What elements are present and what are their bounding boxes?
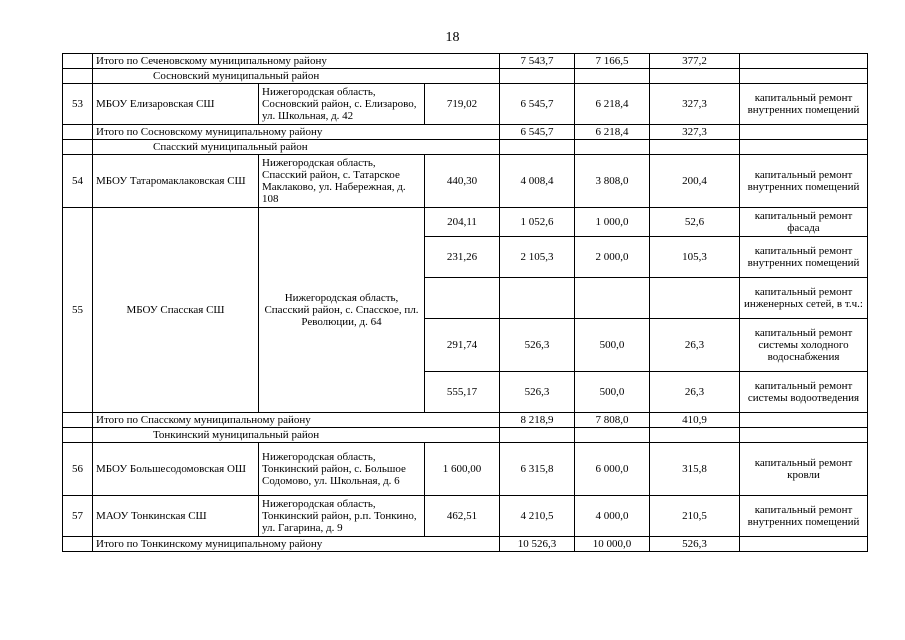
work-type: капитальный ремонт кровли bbox=[740, 443, 868, 496]
district-header-row bbox=[63, 69, 868, 84]
subtotal-label: Итого по Спасскому муниципальному району bbox=[93, 413, 500, 428]
table-row bbox=[63, 208, 868, 237]
subtotal-mun: 410,9 bbox=[650, 413, 740, 428]
total-value: 1 052,6 bbox=[500, 208, 575, 237]
mun-value: 200,4 bbox=[650, 155, 740, 208]
subtotal-mun: 377,2 bbox=[650, 54, 740, 69]
school-address: Нижегородская область, Спасский район, с. Татарское Маклаково, ул. Набережная, д. 108 bbox=[259, 155, 425, 208]
school-address: Нижегородская область, Сосновский район, с. Елизарово, ул. Школьная, д. 42 bbox=[259, 84, 425, 125]
area-value: 231,26 bbox=[425, 237, 500, 278]
subtotal-obl: 6 218,4 bbox=[575, 125, 650, 140]
total-value: 6 315,8 bbox=[500, 443, 575, 496]
school-name: МБОУ Спасская СШ bbox=[93, 208, 259, 413]
obl-value: 6 000,0 bbox=[575, 443, 650, 496]
row-number: 54 bbox=[63, 155, 93, 208]
subtotal-label: Итого по Сеченовскому муниципальному району bbox=[93, 54, 500, 69]
obl-value: 500,0 bbox=[575, 319, 650, 372]
area-value: 1 600,00 bbox=[425, 443, 500, 496]
area-value: 291,74 bbox=[425, 319, 500, 372]
work-type: капитальный ремонт внутренних помещений bbox=[740, 496, 868, 537]
table-row bbox=[63, 155, 868, 208]
subtotal-row-spassky bbox=[63, 413, 868, 428]
total-value: 4 008,4 bbox=[500, 155, 575, 208]
school-name: МБОУ Большесодомовская ОШ bbox=[93, 443, 259, 496]
school-address: Нижегородская область, Тонкинский район, р.п. Тонкино, ул. Гагарина, д. 9 bbox=[259, 496, 425, 537]
district-header: Сосновский муниципальный район bbox=[93, 69, 500, 84]
mun-value bbox=[650, 278, 740, 319]
school-name: МБОУ Татаромаклаковская СШ bbox=[93, 155, 259, 208]
work-type: капитальный ремонт внутренних помещений bbox=[740, 237, 868, 278]
subtotal-label: Итого по Тонкинскому муниципальному району bbox=[93, 537, 500, 552]
subtotal-obl: 7 808,0 bbox=[575, 413, 650, 428]
school-address: Нижегородская область, Спасский район, с. Спасское, пл. Революции, д. 64 bbox=[259, 208, 425, 413]
mun-value: 26,3 bbox=[650, 372, 740, 413]
mun-value: 210,5 bbox=[650, 496, 740, 537]
row-number: 56 bbox=[63, 443, 93, 496]
mun-value: 105,3 bbox=[650, 237, 740, 278]
area-value bbox=[425, 278, 500, 319]
subtotal-obl: 7 166,5 bbox=[575, 54, 650, 69]
area-value: 462,51 bbox=[425, 496, 500, 537]
area-value: 204,11 bbox=[425, 208, 500, 237]
page-number: 18 bbox=[445, 30, 460, 45]
work-type: капитальный ремонт системы водоотведения bbox=[740, 372, 868, 413]
total-value: 4 210,5 bbox=[500, 496, 575, 537]
subtotal-total: 8 218,9 bbox=[500, 413, 575, 428]
total-value: 6 545,7 bbox=[500, 84, 575, 125]
area-value: 719,02 bbox=[425, 84, 500, 125]
subtotal-label: Итого по Сосновскому муниципальному району bbox=[93, 125, 500, 140]
budget-table bbox=[62, 53, 868, 552]
table-row bbox=[63, 443, 868, 496]
row-number: 53 bbox=[63, 84, 93, 125]
school-address: Нижегородская область, Тонкинский район, с. Большое Содомово, ул. Школьная, д. 6 bbox=[259, 443, 425, 496]
work-type: капитальный ремонт инженерных сетей, в т.ч.: bbox=[740, 278, 868, 319]
obl-value: 3 808,0 bbox=[575, 155, 650, 208]
subtotal-mun: 526,3 bbox=[650, 537, 740, 552]
mun-value: 26,3 bbox=[650, 319, 740, 372]
total-value: 526,3 bbox=[500, 372, 575, 413]
mun-value: 52,6 bbox=[650, 208, 740, 237]
district-header-row bbox=[63, 140, 868, 155]
area-value: 440,30 bbox=[425, 155, 500, 208]
obl-value bbox=[575, 278, 650, 319]
subtotal-total: 7 543,7 bbox=[500, 54, 575, 69]
subtotal-obl: 10 000,0 bbox=[575, 537, 650, 552]
row-number: 57 bbox=[63, 496, 93, 537]
subtotal-row-sechenovo bbox=[63, 54, 868, 69]
work-type: капитальный ремонт внутренних помещений bbox=[740, 155, 868, 208]
obl-value: 4 000,0 bbox=[575, 496, 650, 537]
subtotal-row-sosnovsky bbox=[63, 125, 868, 140]
obl-value: 500,0 bbox=[575, 372, 650, 413]
subtotal-mun: 327,3 bbox=[650, 125, 740, 140]
row-number: 55 bbox=[63, 208, 93, 413]
total-value bbox=[500, 278, 575, 319]
mun-value: 327,3 bbox=[650, 84, 740, 125]
obl-value: 6 218,4 bbox=[575, 84, 650, 125]
mun-value: 315,8 bbox=[650, 443, 740, 496]
school-name: МБОУ Елизаровская СШ bbox=[93, 84, 259, 125]
work-type: капитальный ремонт внутренних помещений bbox=[740, 84, 868, 125]
work-type: капитальный ремонт системы холодного водоснабжения bbox=[740, 319, 868, 372]
table-row bbox=[63, 496, 868, 537]
table-row bbox=[63, 84, 868, 125]
total-value: 2 105,3 bbox=[500, 237, 575, 278]
obl-value: 1 000,0 bbox=[575, 208, 650, 237]
work-type: капитальный ремонт фасада bbox=[740, 208, 868, 237]
district-header-row bbox=[63, 428, 868, 443]
district-header: Тонкинский муниципальный район bbox=[93, 428, 500, 443]
subtotal-total: 10 526,3 bbox=[500, 537, 575, 552]
total-value: 526,3 bbox=[500, 319, 575, 372]
obl-value: 2 000,0 bbox=[575, 237, 650, 278]
school-name: МАОУ Тонкинская СШ bbox=[93, 496, 259, 537]
area-value: 555,17 bbox=[425, 372, 500, 413]
district-header: Спасский муниципальный район bbox=[93, 140, 500, 155]
subtotal-row-tonkino bbox=[63, 537, 868, 552]
subtotal-total: 6 545,7 bbox=[500, 125, 575, 140]
